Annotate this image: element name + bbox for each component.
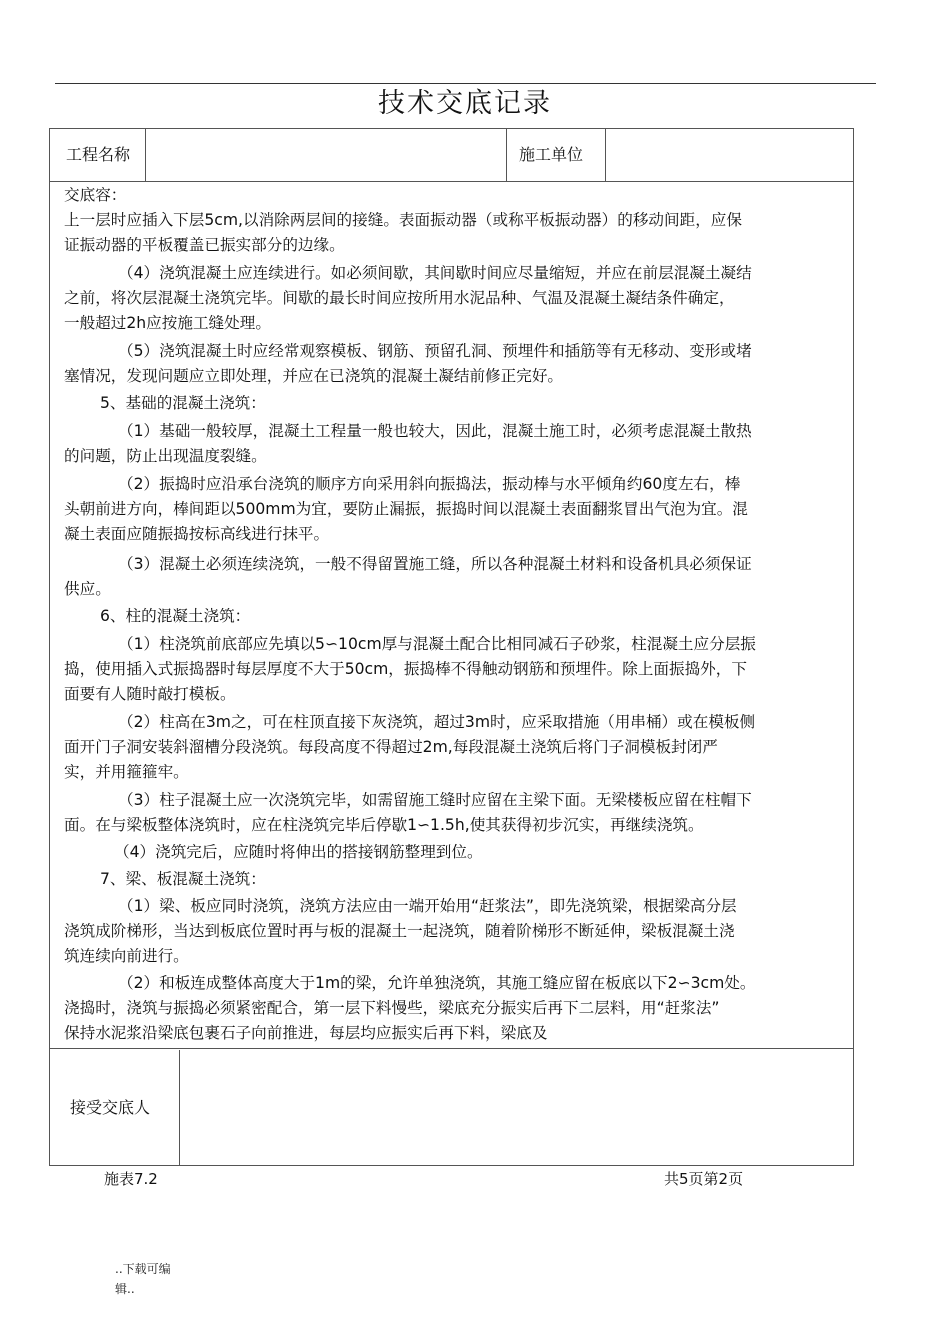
content-line: （1）基础一般较厚，混凝土工程量一般也较大，因此，混凝土施工时，必须考虑混凝土散热 bbox=[118, 422, 752, 440]
content-heading: 交底容： bbox=[64, 186, 127, 204]
content-line: 实，并用箍箍牢。 bbox=[64, 763, 189, 781]
content-line: （2）柱高在3m之，可在柱顶直接下灰浇筑，超过3m时，应采取措施（用串桶）或在模板侧 bbox=[118, 713, 756, 731]
content-line: 的问题，防止出现温度裂缝。 bbox=[64, 447, 267, 465]
content-line: 塞情况，发现问题应立即处理，并应在已浇筑的混凝土凝结前修正完好。 bbox=[64, 367, 564, 385]
receiver-label: 接受交底人 bbox=[50, 1050, 180, 1165]
top-rule bbox=[55, 83, 876, 84]
content-line: 头朝前进方向，棒间距以500mm为宜，要防止漏振，振捣时间以混凝土表面翻浆冒出气泡为宜。混 bbox=[64, 500, 748, 518]
content-line: 面。在与梁板整体浇筑时，应在柱浇筑完毕后停歇1∽1.5h,使其获得初步沉实，再继续浇筑。 bbox=[64, 816, 704, 834]
content-line: （4）浇筑混凝土应连续进行。如必须间歇，其间歇时间应尽量缩短，并应在前层混凝土凝结 bbox=[118, 264, 752, 282]
content-line: 保持水泥浆沿梁底包裹石子向前推进，每层均应振实后再下料，梁底及 bbox=[64, 1024, 548, 1042]
content-line: 6、柱的混凝土浇筑： bbox=[100, 607, 251, 625]
content-line: （1）柱浇筑前底部应先填以5∽10cm厚与混凝土配合比相同减石子砂浆，柱混凝土应分层振 bbox=[118, 635, 756, 653]
content-line: 一般超过2h应按施工缝处理。 bbox=[64, 314, 271, 332]
form-number: 施表7.2 bbox=[104, 1170, 158, 1188]
project-name-field[interactable] bbox=[146, 129, 507, 181]
content-line: （2）和板连成整体高度大于1m的梁，允许单独浇筑，其施工缝应留在板底以下2∽3cm处。 bbox=[118, 974, 756, 992]
construction-unit-field[interactable] bbox=[606, 129, 853, 181]
content-line: （2）振捣时应沿承台浇筑的顺序方向采用斜向振捣法，振动棒与水平倾角约60度左右，棒 bbox=[118, 475, 741, 493]
content-line: 上一层时应插入下层5cm,以消除两层间的接缝。表面振动器（或称平板振动器）的移动间距，应保 bbox=[64, 211, 742, 229]
content-line: 证振动器的平板覆盖已振实部分的边缘。 bbox=[64, 236, 345, 254]
content-line: 之前，将次层混凝土浇筑完毕。间歇的最长时间应按所用水泥品种、气温及混凝土凝结条件确定， bbox=[64, 289, 735, 307]
receiver-field[interactable] bbox=[180, 1050, 853, 1165]
disclosure-form bbox=[49, 128, 854, 1166]
content-line: 捣，使用插入式振捣器时每层厚度不大于50cm，振捣棒不得触动钢筋和预埋件。除上面振捣外，下 bbox=[64, 660, 747, 678]
content-line: 7、梁、板混凝土浇筑： bbox=[100, 870, 266, 888]
content-line: （4）浇筑完后，应随时将伸出的搭接钢筋整理到位。 bbox=[114, 843, 483, 861]
content-line: 筑连续向前进行。 bbox=[64, 947, 189, 965]
disclosure-content bbox=[50, 181, 853, 1049]
content-line: （3）柱子混凝土应一次浇筑完毕，如需留施工缝时应留在主梁下面。无梁楼板应留在柱帽下 bbox=[118, 791, 752, 809]
document-title: 技术交底记录 bbox=[378, 88, 552, 119]
watermark bbox=[115, 1259, 195, 1299]
content-line: （3）混凝土必须连续浇筑，一般不得留置施工缝，所以各种混凝土材料和设备机具必须保证 bbox=[118, 555, 752, 573]
project-name-label: 工程名称 bbox=[50, 129, 146, 181]
watermark-line-2: 辑.. bbox=[115, 1282, 135, 1296]
content-line: 5、基础的混凝土浇筑： bbox=[100, 394, 266, 412]
content-line: 浇捣时，浇筑与振捣必须紧密配合，第一层下料慢些，梁底充分振实后再下二层料，用“赶浆法” bbox=[64, 999, 720, 1017]
content-lines bbox=[64, 208, 845, 1046]
content-line: 面要有人随时敲打模板。 bbox=[64, 685, 236, 703]
content-line: 浇筑成阶梯形，当达到板底位置时再与板的混凝土一起浇筑，随着阶梯形不断延伸，梁板混凝土浇 bbox=[64, 922, 735, 940]
construction-unit-label: 施工单位 bbox=[507, 129, 606, 181]
content-line: 面开门子洞安装斜溜槽分段浇筑。每段高度不得超过2m,每段混凝土浇筑后将门子洞模板封闭严 bbox=[64, 738, 718, 756]
content-line: 供应。 bbox=[64, 580, 111, 598]
watermark-line-1: ..下载可编 bbox=[115, 1262, 171, 1276]
content-line: （1）梁、板应同时浇筑，浇筑方法应由一端开始用“赶浆法”，即先浇筑梁，根据梁高分层 bbox=[118, 897, 737, 915]
page-info: 共5页第2页 bbox=[664, 1170, 744, 1188]
content-line: 凝土表面应随振捣按标高线进行抹平。 bbox=[64, 525, 330, 543]
content-line: （5）浇筑混凝土时应经常观察模板、钢筋、预留孔洞、预埋件和插筋等有无移动、变形或堵 bbox=[118, 342, 752, 360]
header-row bbox=[50, 129, 853, 182]
